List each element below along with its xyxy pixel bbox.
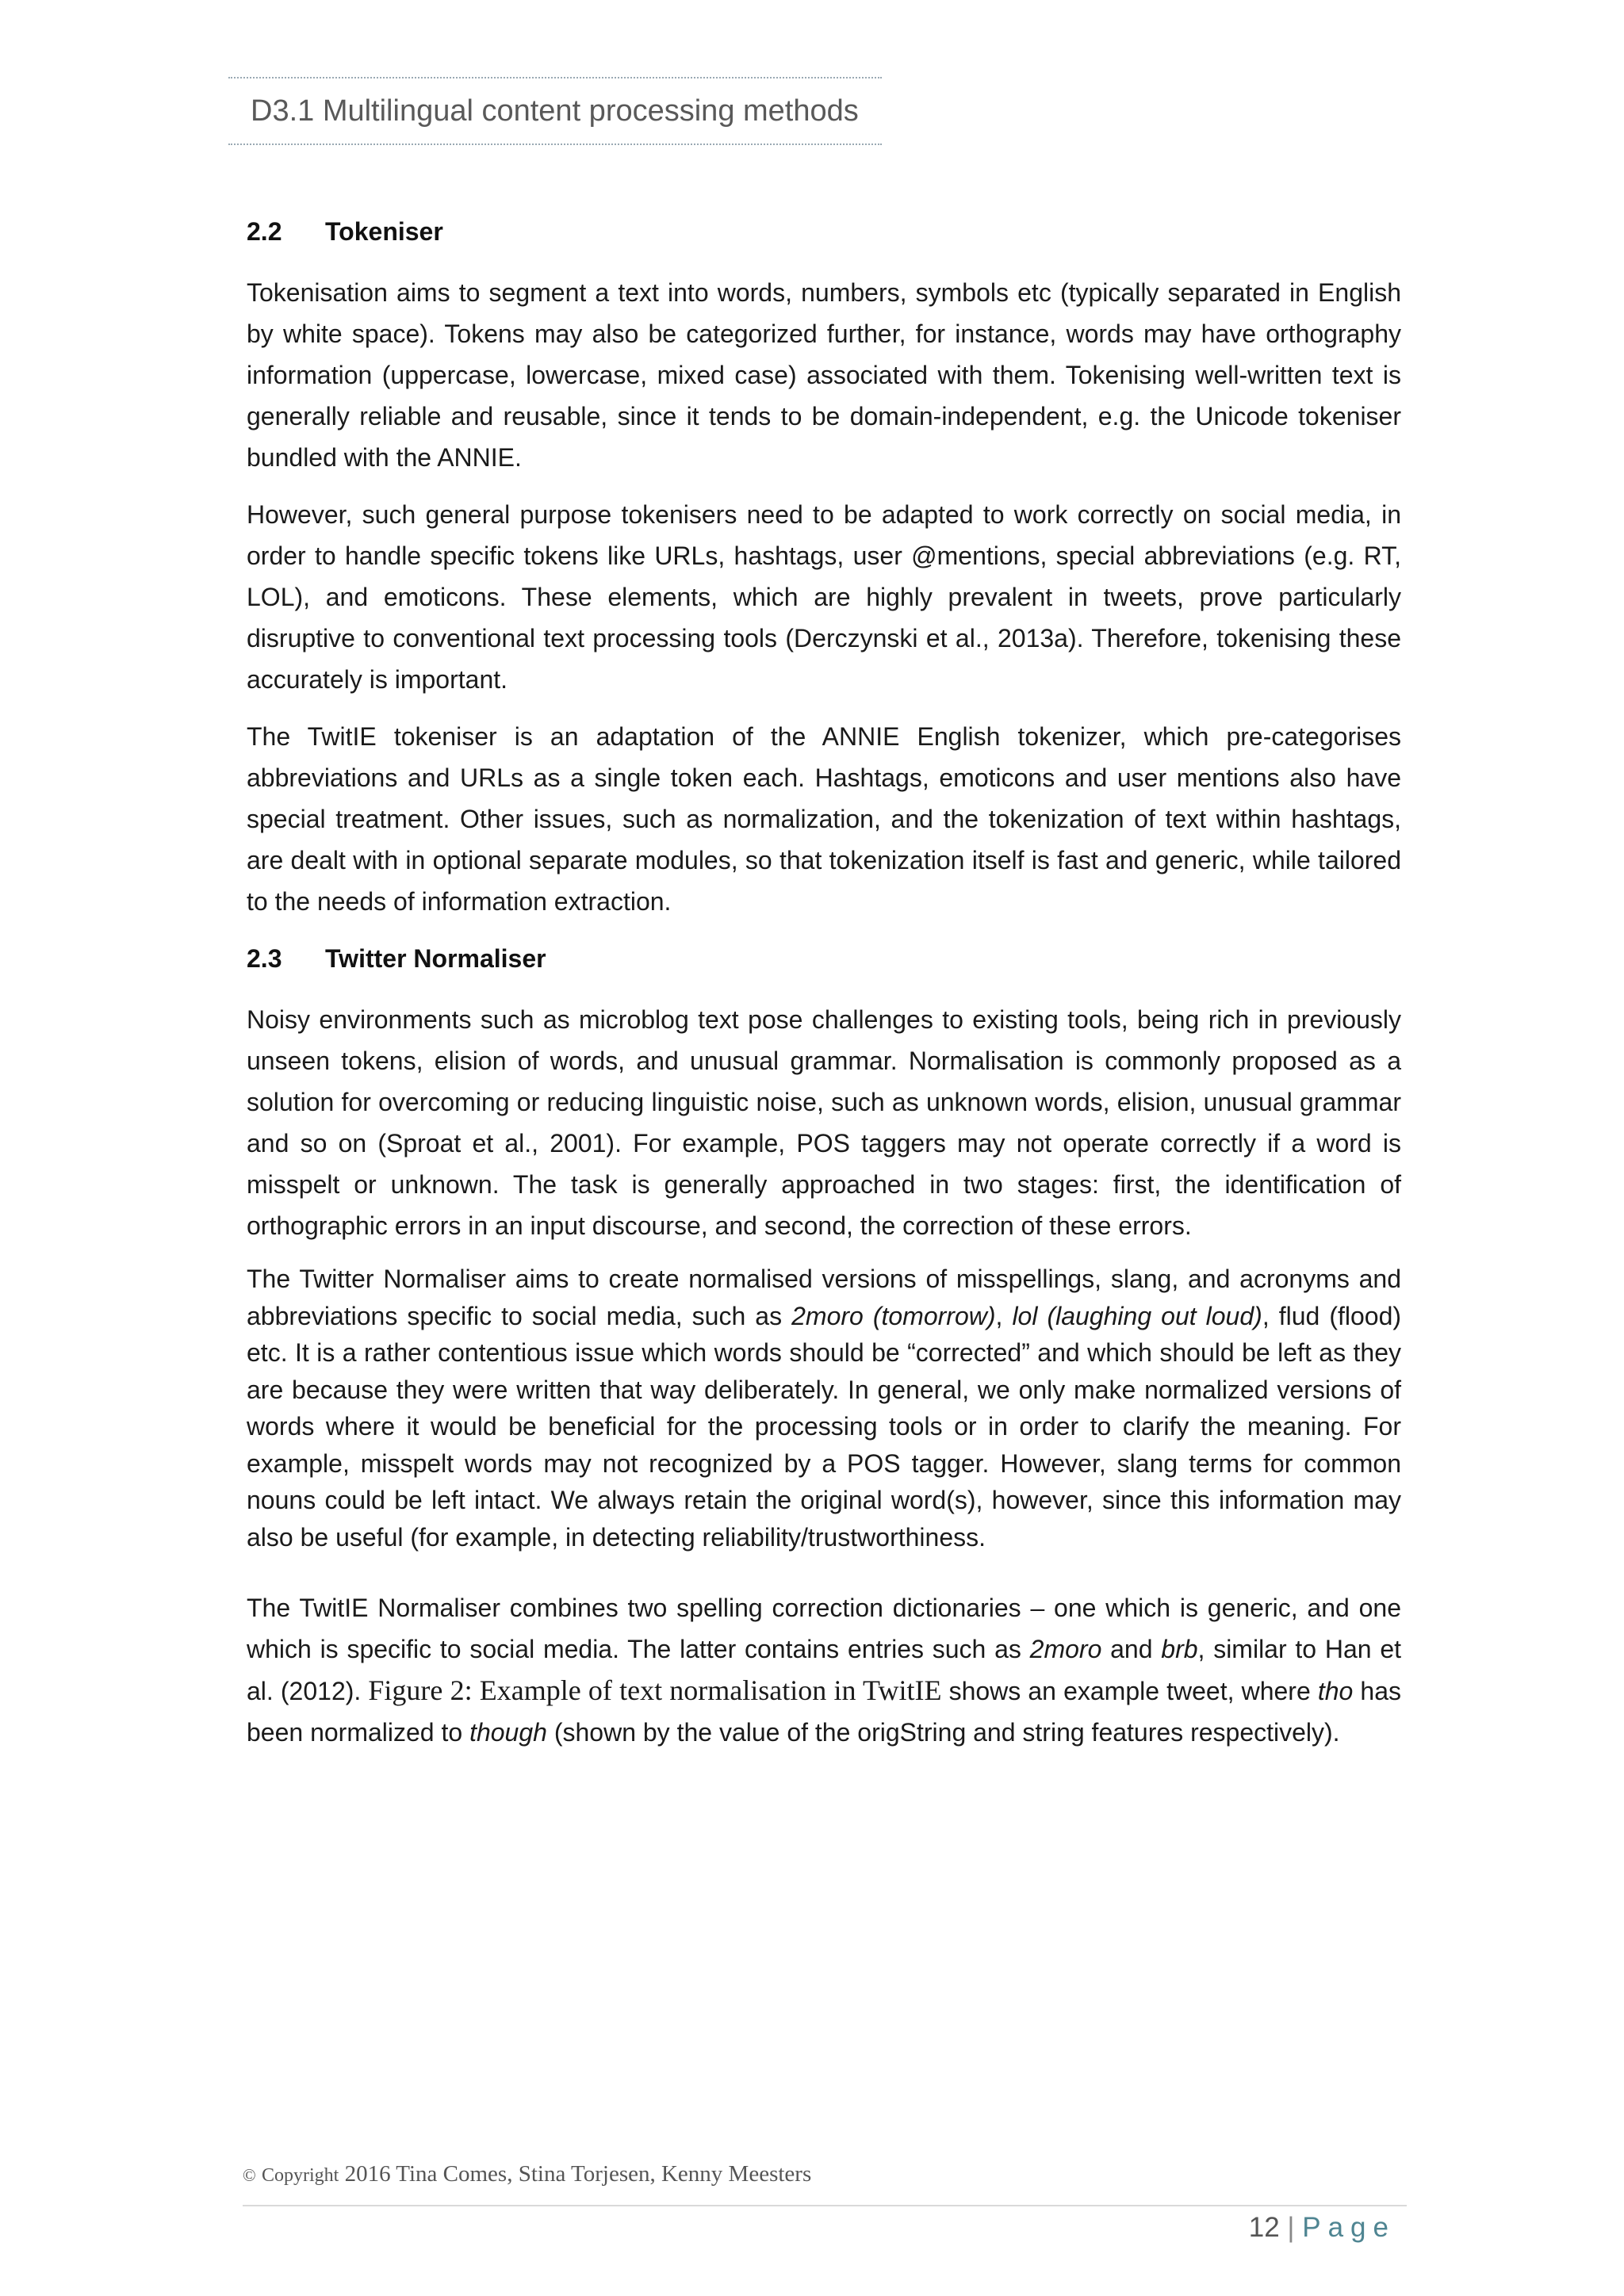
paragraph: Noisy environments such as microblog text pose challenges to existing tools, being rich in previously unseen tokens, elision of words, and unusual grammar. Normalisation is commonly proposed as a solution for overcoming or reducing linguistic noise, such as unknown words, elision, unusual grammar and so on (Sproat et al., 2001). For example, POS taggers may not operate correctly if a word is misspelt or unknown. The task is generally approached in two stages: first, the identification of orthographic errors in an input discourse, and second, the correction of these errors. bbox=[247, 1005, 1401, 1240]
paragraph: Tokenisation aims to segment a text into words, numbers, symbols etc (typically separated in English by white space). Tokens may also be categorized further, for instance, words may have orthography information (uppercase, lowercase, mixed case) associated with them. Tokenising well-written text is generally reliable and reusable, since it tends to be domain-independent, e.g. the Unicode tokeniser bundled with the ANNIE. bbox=[247, 278, 1401, 472]
italic-term: brb bbox=[1161, 1635, 1198, 1663]
section-title: Twitter Normaliser bbox=[325, 944, 546, 973]
page-number bbox=[1249, 2212, 1396, 2244]
paragraph: The TwitIE Normaliser combines two spelling correction dictionaries – one which is generic, and one which is specific to social media. The latter contains entries such as 2moro and brb, similar to Han et al. (2012). Figure 2: Example of text normalisation in TwitIE shows an example tweet, where tho has been normalized to though (shown by the value of the origString and string features respectively). bbox=[247, 1594, 1402, 1747]
paragraph: The Twitter Normaliser aims to create normalised versions of misspellings, slang, and acronyms and abbreviations specific to social media, such as 2moro (tomorrow), lol (laughing out loud), flud (flood) etc. It is a rather contentious issue which words should be “corrected” and which should be left as they are because they were written that way deliberately. In general, we only make normalized versions of words where it would be beneficial for the processing tools or in order to clarify the meaning. For example, misspelt words may not recognized by a POS tagger. However, slang terms for common nouns could be left intact. We always retain the original word(s), however, since this information may also be useful (for example, in detecting reliability/trustworthiness. bbox=[247, 1265, 1402, 1552]
italic-term: 2moro bbox=[1029, 1635, 1102, 1663]
paragraph: However, such general purpose tokenisers need to be adapted to work correctly on social media, in order to handle specific tokens like URLs, hashtags, user @mentions, special abbreviations (e.g. RT, LOL), and emoticons. These elements, which are highly prevalent in tweets, prove particularly disruptive to conventional text processing tools (Derczynski et al., 2013a). Therefore, tokenising these accurately is important. bbox=[247, 500, 1401, 694]
footer-divider bbox=[243, 2205, 1407, 2206]
figure-cross-reference[interactable]: Figure 2: Example of text normalisation in TwitIE bbox=[368, 1674, 942, 1706]
italic-term: 2moro (tomorrow) bbox=[791, 1301, 996, 1330]
page-content bbox=[247, 209, 1401, 1753]
running-header bbox=[228, 77, 882, 145]
paragraph: The TwitIE tokeniser is an adaptation of the ANNIE English tokenizer, which pre-categorises abbreviations and URLs as a single token each. Hashtags, emoticons and user mentions also have special treatment. Other issues, such as normalization, and the tokenization of text within hashtags, are dealt with in optional separate modules, so that tokenization itself is fast and generic, while tailored to the needs of information extraction. bbox=[247, 722, 1401, 916]
page-number-value: 12 bbox=[1248, 2212, 1280, 2243]
section-heading-tokeniser bbox=[247, 209, 1401, 254]
copyright-notice bbox=[243, 2161, 811, 2187]
page-label: Page bbox=[1302, 2212, 1396, 2243]
italic-term: lol (laughing out loud) bbox=[1012, 1301, 1262, 1330]
copyright-word: Copyright bbox=[261, 2165, 339, 2186]
italic-term: though bbox=[469, 1718, 547, 1747]
section-number: 2.2 bbox=[247, 217, 282, 246]
document-title: D3.1 Multilingual content processing methods bbox=[251, 94, 859, 128]
copyright-text: 2016 Tina Comes, Stina Torjesen, Kenny Meesters bbox=[344, 2161, 812, 2187]
page-number-separator: | bbox=[1287, 2212, 1295, 2243]
section-heading-twitter-normaliser bbox=[247, 936, 1401, 981]
copyright-symbol: © bbox=[243, 2165, 256, 2185]
section-title: Tokeniser bbox=[325, 217, 443, 246]
section-number: 2.3 bbox=[247, 944, 282, 973]
italic-term: tho bbox=[1317, 1677, 1354, 1705]
